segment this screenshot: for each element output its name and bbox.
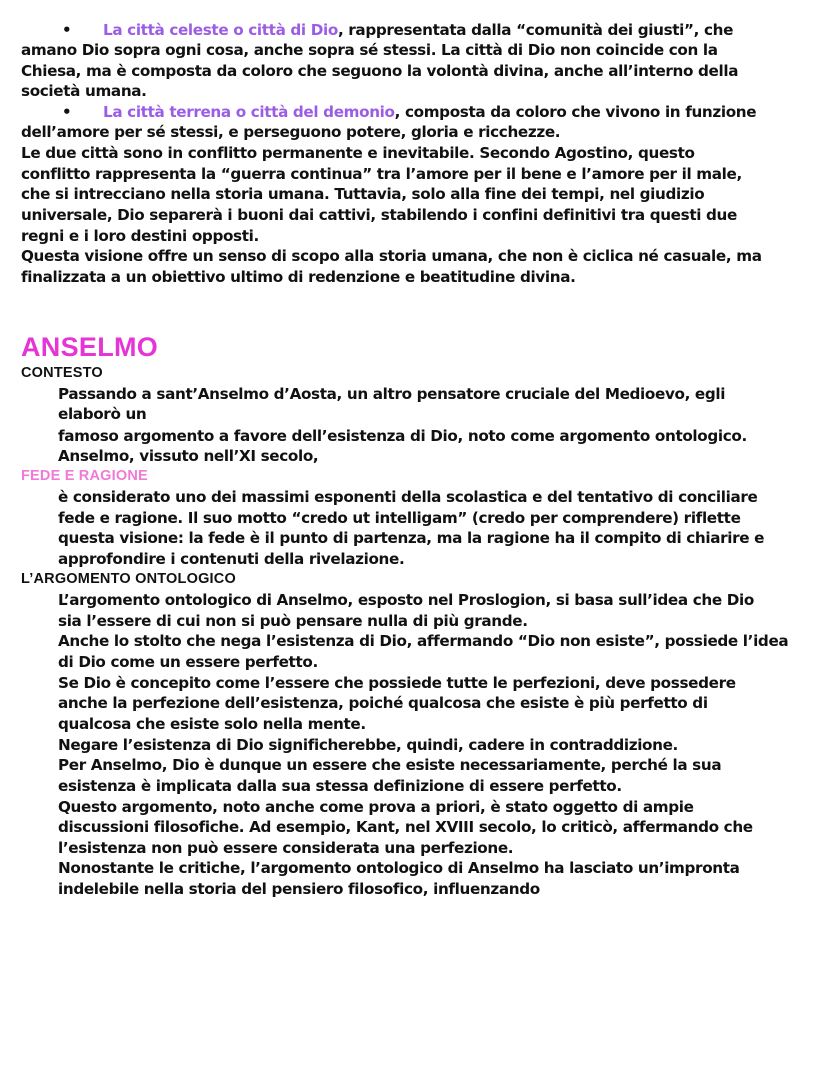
subsection-heading-contesto: CONTESTO bbox=[21, 365, 103, 381]
bullet-text: , rappresentata dalla “comunità dei giusti”, che bbox=[337, 21, 734, 39]
text-line: Passando a sant’Anselmo d’Aosta, un altro pensatore cruciale del Medioevo, egli bbox=[58, 385, 726, 403]
highlight-term: La città terrena o città del demonio bbox=[103, 103, 395, 121]
text-line: società umana. bbox=[21, 82, 147, 100]
text-line: famoso argomento a favore dell’esistenza di Dio, noto come argomento ontologico. bbox=[58, 427, 747, 445]
text-line: L’argomento ontologico di Anselmo, esposto nel Proslogion, si basa sull’idea che Dio bbox=[58, 591, 754, 609]
subsection-heading-fede-e-ragione: FEDE E RAGIONE bbox=[21, 468, 148, 484]
text-line: Questo argomento, noto anche come prova a priori, è stato oggetto di ampie bbox=[58, 798, 694, 816]
text-line: approfondire i contenuti della rivelazione. bbox=[58, 550, 405, 568]
text-line: universale, Dio separerà i buoni dai cattivi, stabilendo i confini definitivi tra questi due bbox=[21, 206, 737, 224]
text-line: Nonostante le critiche, l’argomento ontologico di Anselmo ha lasciato un’impronta bbox=[58, 859, 740, 877]
text-line: Chiesa, ma è composta da coloro che seguono la volontà divina, anche all’interno della bbox=[21, 62, 739, 80]
text-line: l’esistenza non può essere considerata una perfezione. bbox=[58, 839, 514, 857]
section-title: ANSELMO bbox=[21, 332, 159, 362]
text-line: anche la perfezione dell’esistenza, poiché qualcosa che esiste è più perfetto di bbox=[58, 694, 708, 712]
text-line: Anselmo, vissuto nell’XI secolo, bbox=[58, 447, 319, 465]
text-line: regni e i loro destini opposti. bbox=[21, 227, 259, 245]
text-line: Questa visione offre un senso di scopo alla storia umana, che non è ciclica né casuale, ma bbox=[21, 247, 762, 265]
text-line: Negare l’esistenza di Dio significherebbe, quindi, cadere in contraddizione. bbox=[58, 736, 678, 754]
text-line: Anche lo stolto che nega l’esistenza di Dio, affermando “Dio non esiste”, possiede l’idea bbox=[58, 632, 789, 650]
bullet-item-citta-terrena bbox=[103, 102, 756, 122]
highlight-term: La città celeste o città di Dio bbox=[103, 21, 338, 39]
text-line: dell’amore per sé stessi, e perseguono potere, gloria e ricchezze. bbox=[21, 123, 561, 141]
bullet-icon: • bbox=[62, 21, 72, 39]
text-line: Se Dio è concepito come l’essere che possiede tutte le perfezioni, deve possedere bbox=[58, 674, 736, 692]
subsection-heading-argomento-ontologico: L’ARGOMENTO ONTOLOGICO bbox=[21, 571, 236, 587]
text-line: Per Anselmo, Dio è dunque un essere che esiste necessariamente, perché la sua bbox=[58, 756, 722, 774]
text-line: conflitto rappresenta la “guerra continua” tra l’amore per il bene e l’amore per il male, bbox=[21, 165, 742, 183]
text-line: amano Dio sopra ogni cosa, anche sopra sé stessi. La città di Dio non coincide con la bbox=[21, 41, 718, 59]
text-line: sia l’essere di cui non si può pensare nulla di più grande. bbox=[58, 612, 528, 630]
text-line: qualcosa che esiste solo nella mente. bbox=[58, 715, 366, 733]
text-line: questa visione: la fede è il punto di partenza, ma la ragione ha il compito di chiarire e bbox=[58, 529, 765, 547]
bullet-item-citta-celeste bbox=[103, 20, 733, 40]
text-line: elaborò un bbox=[58, 405, 147, 423]
text-line: finalizzata a un obiettivo ultimo di redenzione e beatitudine divina. bbox=[21, 268, 576, 286]
bullet-icon: • bbox=[62, 103, 72, 121]
text-line: discussioni filosofiche. Ad esempio, Kant, nel XVIII secolo, lo criticò, affermando che bbox=[58, 818, 753, 836]
text-line: è considerato uno dei massimi esponenti della scolastica e del tentativo di conciliare bbox=[58, 488, 758, 506]
text-line: di Dio come un essere perfetto. bbox=[58, 653, 318, 671]
text-line: fede e ragione. Il suo motto “credo ut intelligam” (credo per comprendere) riflette bbox=[58, 509, 741, 527]
text-line: Le due città sono in conflitto permanente e inevitabile. Secondo Agostino, questo bbox=[21, 144, 695, 162]
text-line: che si intrecciano nella storia umana. Tuttavia, solo alla fine dei tempi, nel giudizio bbox=[21, 185, 705, 203]
text-line: indelebile nella storia del pensiero filosofico, influenzando bbox=[58, 880, 540, 898]
text-line: esistenza è implicata dalla sua stessa definizione di essere perfetto. bbox=[58, 777, 622, 795]
bullet-text: , composta da coloro che vivono in funzione bbox=[394, 103, 757, 121]
